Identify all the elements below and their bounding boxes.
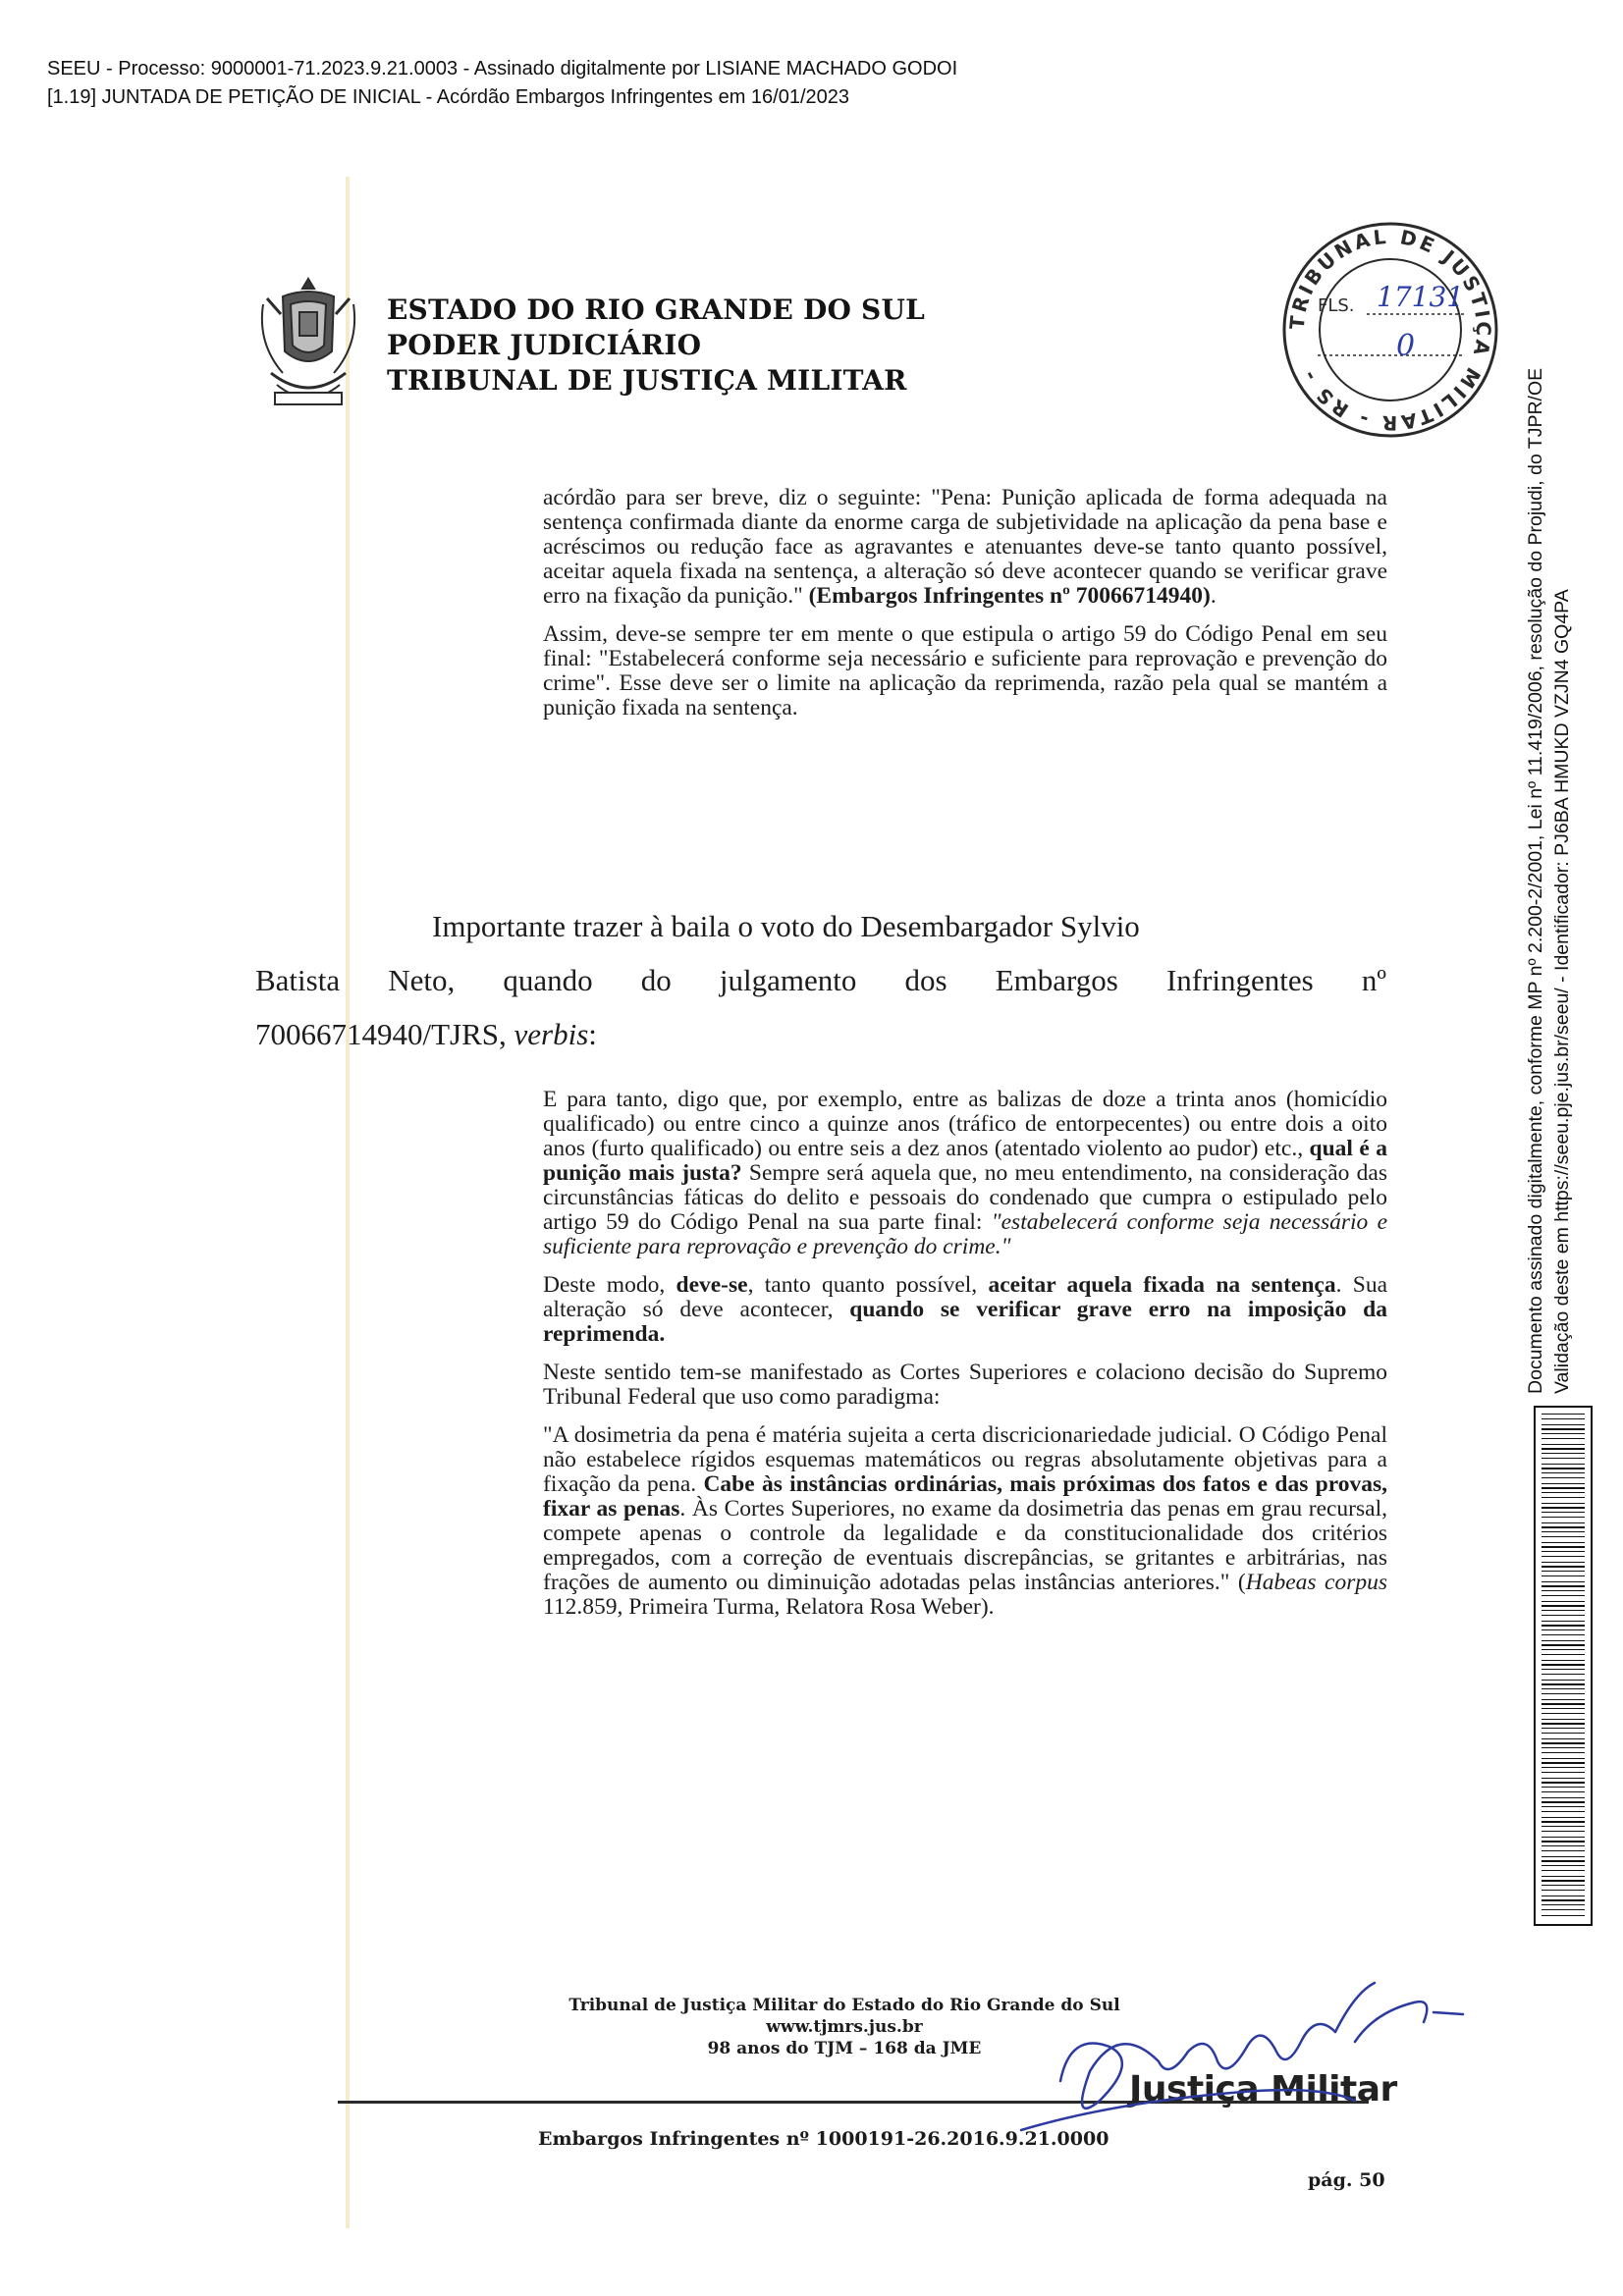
barcode-stripe: [1542, 1444, 1585, 1445]
quote2-p4-italic: Habeas corpus: [1245, 1570, 1387, 1595]
barcode: [1534, 1406, 1593, 1926]
quote2-paragraph-3: Neste sentido tem-se manifestado as Cortes Superiores e colaciono decisão do Supremo Tribunal Federal que uso como paradigma:: [543, 1360, 1387, 1410]
barcode-stripe: [1542, 1683, 1585, 1685]
barcode-stripe: [1542, 1531, 1585, 1532]
body-line-3-end: :: [588, 1017, 597, 1051]
barcode-stripe: [1542, 1660, 1585, 1661]
barcode-stripe: [1542, 1699, 1585, 1700]
barcode-stripe: [1542, 1791, 1585, 1792]
barcode-stripe: [1542, 1464, 1585, 1465]
footer-anniversary: 98 anos do TJM – 168 da JME: [707, 2039, 982, 2058]
quote2-p1-bold: qual é a punição mais justa?: [543, 1136, 1388, 1186]
barcode-stripe: [1542, 1703, 1585, 1705]
barcode-stripe: [1542, 1831, 1585, 1832]
handwritten-signature: [1001, 1953, 1473, 2140]
letterhead-judiciary: PODER JUDICIÁRIO: [387, 329, 702, 361]
barcode-stripe: [1542, 1801, 1585, 1803]
body-line-1: Importante trazer à baila o voto do Desembargador Sylvio: [432, 909, 1140, 943]
barcode-stripe: [1542, 1585, 1585, 1587]
barcode-stripe: [1542, 1581, 1585, 1582]
barcode-stripe: [1542, 1507, 1585, 1509]
stamp-handwritten-mark: 0: [1396, 329, 1416, 363]
barcode-stripe: [1542, 1414, 1585, 1415]
barcode-stripe: [1542, 1590, 1585, 1591]
quote2-p2-bold1: deve-se: [676, 1272, 748, 1298]
barcode-stripe: [1542, 1758, 1585, 1759]
barcode-stripe: [1542, 1649, 1585, 1650]
barcode-stripe: [1542, 1453, 1585, 1454]
quote2-p4-a: "A dosimetria da pena é matéria sujeita a certa discricionariedade judicial. O Código Penal não estabelece rígidos esquemas matemáticos ou regras absolutamente objetivas para a fixação da pena.: [543, 1422, 1387, 1497]
barcode-stripe: [1542, 1562, 1585, 1563]
barcode-stripe: [1542, 1629, 1585, 1630]
barcode-stripe: [1542, 1723, 1585, 1725]
barcode-stripe: [1542, 1778, 1585, 1779]
quote2-paragraph-2: [543, 1273, 1387, 1347]
quote2-p2-b: , tanto quanto possível,: [747, 1272, 978, 1298]
barcode-stripe: [1542, 1767, 1585, 1768]
barcode-stripe: [1542, 1472, 1585, 1473]
quote2-paragraph-4: [543, 1423, 1387, 1620]
barcode-stripe: [1542, 1556, 1585, 1557]
barcode-stripe: [1542, 1742, 1585, 1744]
case-number: Embargos Infringentes nº 1000191-26.2016.9.21.0000: [538, 2128, 1109, 2150]
barcode-stripe: [1542, 1601, 1585, 1602]
quote2-p4-b: . Às Cortes Superiores, no exame da dosimetria das penas em grau recursal, compete apenas o controle da legalidade e da constitucionalidade dos critérios empregados, com a correção de eventuais discrepâncias, se gritantes e arbitrárias, nas frações de aumento ou diminuição adotadas pelas instâncias anteriores." (: [543, 1496, 1387, 1595]
quote2-p2-bold2: aceitar aquela fixada na sentença: [988, 1272, 1336, 1298]
body-line-3-text: 70066714940/TJRS,: [255, 1017, 507, 1051]
barcode-stripe: [1542, 1487, 1585, 1489]
letterhead: [387, 293, 925, 399]
barcode-stripe: [1542, 1621, 1585, 1622]
barcode-stripe: [1542, 1517, 1585, 1518]
barcode-stripe: [1542, 1571, 1585, 1572]
barcode-stripe: [1542, 1719, 1585, 1720]
barcode-stripe: [1542, 1551, 1585, 1552]
quote1-p1-end: .: [1210, 583, 1217, 609]
barcode-stripe: [1542, 1503, 1585, 1504]
barcode-stripe: [1542, 1772, 1585, 1773]
barcode-stripe: [1542, 1880, 1585, 1882]
footer-court-name: Tribunal de Justiça Militar do Estado do Rio Grande do Sul: [568, 1996, 1120, 2015]
barcode-stripe: [1542, 1625, 1585, 1627]
barcode-stripe: [1542, 1837, 1585, 1838]
barcode-stripe: [1542, 1787, 1585, 1788]
page-number: pág. 50: [1308, 2169, 1385, 2191]
seeu-header: [47, 55, 957, 112]
barcode-stripe: [1542, 1483, 1585, 1484]
quote1-paragraph-1: [543, 486, 1387, 609]
barcode-stripe: [1542, 1477, 1585, 1478]
barcode-stripe: [1542, 1850, 1585, 1851]
quote2-p1-a: E para tanto, digo que, por exemplo, entre as balizas de doze a trinta anos (homicídio qualificado) ou entre cinco a quinze anos (tráfico de entorpecentes) ou entre dois a oito anos (furto qualificado) ou entre seis a dez anos (atentado violento ao pudor) etc.,: [543, 1087, 1387, 1161]
barcode-stripe: [1542, 1904, 1585, 1905]
barcode-stripe: [1542, 1841, 1585, 1842]
quote1-paragraph-2: Assim, deve-se sempre ter em mente o que estipula o artigo 59 do Código Penal em seu final: "Estabelecerá conforme seja necessário e suficiente para reprovação e prevenção do crime". Esse deve ser o limite na aplicação da reprimenda, razão pela qual se mantém a punição fixada na sentença.: [543, 621, 1387, 721]
side-notice-line-2: Validação deste em https://seeu.pje.jus.br/seeu/ - Identificador: PJ6BA HMUKD VZJN4 GQ4PA: [1551, 589, 1573, 1394]
barcode-stripe: [1542, 1654, 1585, 1655]
quote2-p1-italic: "estabelecerá conforme seja necessário e suficiente para reprovação e prevenção do crime.": [543, 1209, 1388, 1259]
barcode-stripe: [1542, 1669, 1585, 1670]
letterhead-court: TRIBUNAL DE JUSTIÇA MILITAR: [387, 364, 907, 397]
body-line-3-italic: verbis: [514, 1017, 589, 1051]
coat-of-arms-icon: [253, 275, 363, 416]
barcode-stripe: [1542, 1497, 1585, 1498]
scan-margin-line: [346, 177, 350, 2228]
barcode-stripe: [1542, 1428, 1585, 1430]
barcode-icon: [1542, 1414, 1585, 1918]
quote2-p4-bold: Cabe às instâncias ordinárias, mais próximas dos fatos e das provas, fixar as penas: [543, 1471, 1388, 1522]
barcode-stripe: [1542, 1526, 1585, 1528]
barcode-stripe: [1542, 1492, 1585, 1493]
barcode-stripe: [1542, 1433, 1585, 1434]
barcode-stripe: [1542, 1546, 1585, 1548]
barcode-stripe: [1542, 1865, 1585, 1866]
footer-website: www.tjmrs.jus.br: [766, 2017, 923, 2037]
body-line-2: Batista Neto, quando do julgamento dos Embargos Infringentes nº: [255, 963, 1386, 997]
stamp-ring-text: TRIBUNAL DE JUSTIÇA MILITAR - RS -: [1284, 224, 1496, 436]
barcode-stripe: [1542, 1468, 1585, 1469]
barcode-stripe: [1542, 1664, 1585, 1666]
barcode-stripe: [1542, 1458, 1585, 1459]
barcode-stripe: [1542, 1909, 1585, 1910]
barcode-stripe: [1542, 1733, 1585, 1734]
quote2-p2-c: . Sua alteração só deve acontecer,: [543, 1272, 1388, 1322]
court-folio-stamp: [1278, 218, 1502, 442]
barcode-stripe: [1542, 1885, 1585, 1886]
barcode-stripe: [1542, 1899, 1585, 1901]
quote2-p4-c: 112.859, Primeira Turma, Relatora Rosa Weber).: [543, 1594, 995, 1620]
quote1-p1-citation: (Embargos Infringentes nº 70066714940): [808, 583, 1211, 609]
barcode-stripe: [1542, 1448, 1585, 1450]
body-paragraph: [255, 899, 1386, 1061]
barcode-stripe: [1542, 1728, 1585, 1729]
barcode-stripe: [1542, 1738, 1585, 1739]
barcode-stripe: [1542, 1418, 1585, 1419]
barcode-stripe: [1542, 1512, 1585, 1513]
barcode-stripe: [1542, 1688, 1585, 1689]
barcode-stripe: [1542, 1915, 1585, 1916]
barcode-stripe: [1542, 1826, 1585, 1827]
barcode-stripe: [1542, 1438, 1585, 1439]
barcode-stripe: [1542, 1821, 1585, 1823]
barcode-stripe: [1542, 1890, 1585, 1891]
barcode-stripe: [1542, 1747, 1585, 1748]
barcode-stripe: [1542, 1680, 1585, 1681]
barcode-stripe: [1542, 1811, 1585, 1812]
letterhead-state: ESTADO DO RIO GRANDE DO SUL: [387, 294, 925, 326]
barcode-stripe: [1542, 1610, 1585, 1611]
barcode-stripe: [1542, 1536, 1585, 1537]
barcode-stripe: [1542, 1860, 1585, 1862]
quote2-p1-b: Sempre será aquela que, no meu entendimento, na consideração das circunstâncias fáticas do delito e pessoais do condenado que cumpra o estipulado pelo artigo 59 do Código Penal na sua parte final:: [543, 1160, 1387, 1235]
barcode-stripe: [1542, 1634, 1585, 1635]
barcode-stripe: [1542, 1856, 1585, 1857]
seeu-header-juntada-line: [1.19] JUNTADA DE PETIÇÃO DE INICIAL - Acórdão Embargos Infringentes em 16/01/2023: [47, 86, 850, 108]
quote1-p1-text: acórdão para ser breve, diz o seguinte: "Pena: Punição aplicada de forma adequada na sentença confirmada diante da enorme carga de subjetividade na aplicação da pena base e acréscimos ou redução face as agravantes e atenuantes deve-se tanto quanto possível, aceitar aquela fixada na sentença, a alteração só deve acontecer quando se verificar grave erro na fixação da punição.": [543, 485, 1387, 609]
barcode-stripe: [1542, 1693, 1585, 1694]
barcode-stripe: [1542, 1542, 1585, 1543]
stamp-fls-label: FLS.: [1318, 295, 1355, 316]
barcode-stripe: [1542, 1806, 1585, 1807]
barcode-stripe: [1542, 1876, 1585, 1877]
stamp-fls-value: 17131: [1377, 281, 1465, 313]
barcode-stripe: [1542, 1708, 1585, 1709]
barcode-stripe: [1542, 1605, 1585, 1607]
barcode-stripe: [1542, 1566, 1585, 1568]
barcode-stripe: [1542, 1424, 1585, 1425]
quote2-paragraph-1: [543, 1088, 1387, 1259]
barcode-stripe: [1542, 1870, 1585, 1871]
barcode-stripe: [1542, 1522, 1585, 1523]
barcode-stripe: [1542, 1845, 1585, 1846]
digital-signature-notice: [1523, 368, 1576, 1394]
quoted-excerpt-2: [543, 1088, 1387, 1633]
quoted-excerpt-1: [543, 486, 1387, 734]
barcode-stripe: [1542, 1615, 1585, 1616]
justica-militar-logo: Justiça Militar: [1129, 2069, 1397, 2109]
barcode-stripe: [1542, 1575, 1585, 1576]
barcode-stripe: [1542, 1782, 1585, 1784]
barcode-stripe: [1542, 1640, 1585, 1641]
barcode-stripe: [1542, 1797, 1585, 1798]
side-notice-line-1: Documento assinado digitalmente, conforme MP nº 2.200-2/2001, Lei nº 11.419/2006, resolução do Projudi, do TJPR/OE: [1525, 367, 1546, 1394]
quote2-p2-a: Deste modo,: [543, 1272, 666, 1298]
seeu-header-process-line: SEEU - Processo: 9000001-71.2023.9.21.0003 - Assinado digitalmente por LISIANE MACHADO GODOI: [47, 58, 958, 80]
barcode-stripe: [1542, 1595, 1585, 1596]
barcode-stripe: [1542, 1752, 1585, 1753]
body-line-3: [255, 1007, 1386, 1061]
barcode-stripe: [1542, 1674, 1585, 1675]
quote2-p2-bold3: quando se verificar grave erro na imposição da reprimenda.: [543, 1297, 1388, 1347]
barcode-stripe: [1542, 1713, 1585, 1714]
barcode-stripe: [1542, 1762, 1585, 1764]
barcode-stripe: [1542, 1817, 1585, 1818]
barcode-stripe: [1542, 1644, 1585, 1646]
